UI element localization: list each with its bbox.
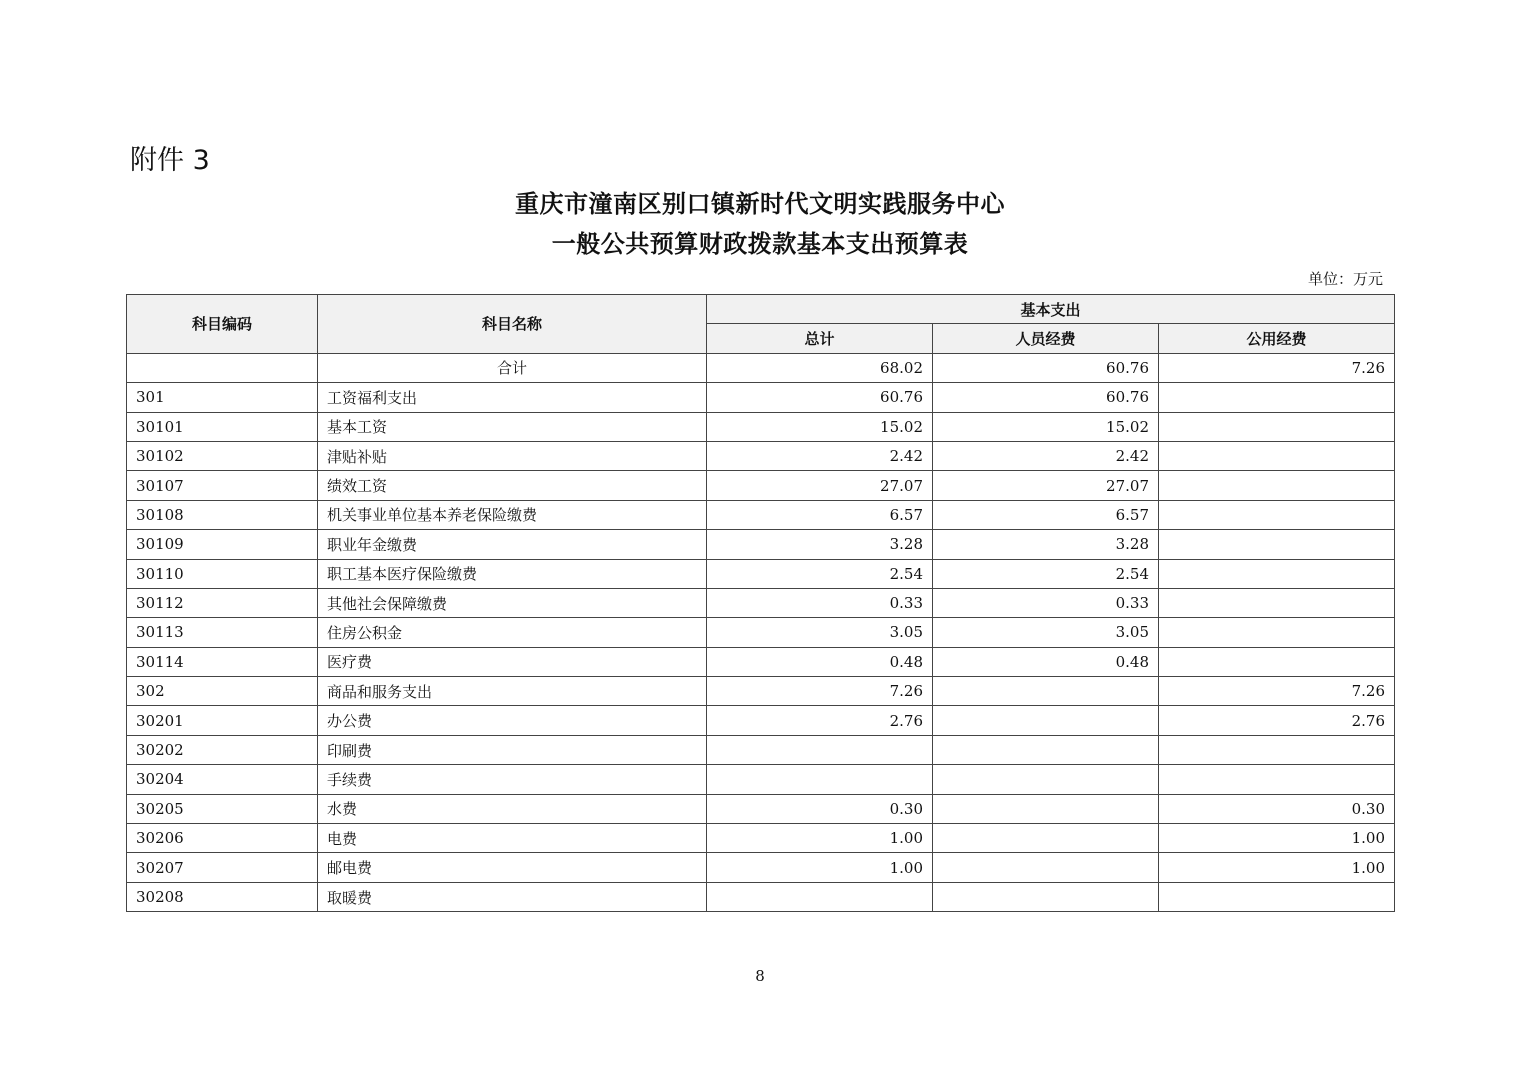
row-total: 0.33 bbox=[707, 588, 933, 617]
table-row bbox=[127, 471, 1395, 500]
row-name: 绩效工资 bbox=[318, 471, 707, 500]
budget-table bbox=[126, 294, 1395, 912]
row-code: 30102 bbox=[127, 441, 318, 470]
row-public bbox=[1159, 588, 1395, 617]
row-personnel bbox=[933, 853, 1159, 882]
row-public bbox=[1159, 618, 1395, 647]
row-name: 其他社会保障缴费 bbox=[318, 588, 707, 617]
page-number: 8 bbox=[755, 967, 765, 985]
unit-label: 单位：万元 bbox=[1307, 270, 1383, 288]
row-public: 2.76 bbox=[1159, 706, 1395, 735]
total-row-code bbox=[127, 353, 318, 382]
row-total: 60.76 bbox=[707, 383, 933, 412]
row-public: 1.00 bbox=[1159, 853, 1395, 882]
total-row-total: 68.02 bbox=[707, 353, 933, 382]
attachment-label: 附件 3 bbox=[130, 145, 210, 176]
row-public: 1.00 bbox=[1159, 824, 1395, 853]
row-public bbox=[1159, 412, 1395, 441]
table-row bbox=[127, 441, 1395, 470]
header-total: 总计 bbox=[707, 324, 933, 353]
row-code: 30207 bbox=[127, 853, 318, 882]
table-row bbox=[127, 618, 1395, 647]
table-row bbox=[127, 647, 1395, 676]
row-name: 水费 bbox=[318, 794, 707, 823]
header-basic-expenditure: 基本支出 bbox=[707, 295, 1395, 324]
header-name: 科目名称 bbox=[318, 295, 707, 354]
row-public bbox=[1159, 559, 1395, 588]
row-name: 医疗费 bbox=[318, 647, 707, 676]
row-total: 1.00 bbox=[707, 853, 933, 882]
row-code: 30205 bbox=[127, 794, 318, 823]
table-row bbox=[127, 677, 1395, 706]
row-code: 30101 bbox=[127, 412, 318, 441]
row-name: 机关事业单位基本养老保险缴费 bbox=[318, 500, 707, 529]
header-code: 科目编码 bbox=[127, 295, 318, 354]
row-personnel: 0.33 bbox=[933, 588, 1159, 617]
row-total: 7.26 bbox=[707, 677, 933, 706]
row-public bbox=[1159, 530, 1395, 559]
total-row bbox=[127, 353, 1395, 382]
row-total: 2.42 bbox=[707, 441, 933, 470]
row-public bbox=[1159, 882, 1395, 911]
table-row bbox=[127, 500, 1395, 529]
row-code: 30110 bbox=[127, 559, 318, 588]
row-personnel: 27.07 bbox=[933, 471, 1159, 500]
row-personnel: 0.48 bbox=[933, 647, 1159, 676]
row-code: 301 bbox=[127, 383, 318, 412]
row-total: 15.02 bbox=[707, 412, 933, 441]
row-personnel: 60.76 bbox=[933, 383, 1159, 412]
table-row bbox=[127, 559, 1395, 588]
table-row bbox=[127, 412, 1395, 441]
row-name: 职业年金缴费 bbox=[318, 530, 707, 559]
row-personnel bbox=[933, 677, 1159, 706]
row-public: 7.26 bbox=[1159, 677, 1395, 706]
header-personnel: 人员经费 bbox=[933, 324, 1159, 353]
table-row bbox=[127, 765, 1395, 794]
row-name: 邮电费 bbox=[318, 853, 707, 882]
row-personnel: 3.05 bbox=[933, 618, 1159, 647]
row-code: 30201 bbox=[127, 706, 318, 735]
row-total: 3.28 bbox=[707, 530, 933, 559]
row-public bbox=[1159, 500, 1395, 529]
total-row-public: 7.26 bbox=[1159, 353, 1395, 382]
row-code: 30109 bbox=[127, 530, 318, 559]
table-row bbox=[127, 824, 1395, 853]
row-name: 工资福利支出 bbox=[318, 383, 707, 412]
row-personnel bbox=[933, 765, 1159, 794]
row-total bbox=[707, 765, 933, 794]
document-title-line1: 重庆市潼南区别口镇新时代文明实践服务中心 bbox=[515, 190, 1005, 218]
table-row bbox=[127, 706, 1395, 735]
row-personnel bbox=[933, 735, 1159, 764]
row-name: 取暖费 bbox=[318, 882, 707, 911]
row-public: 0.30 bbox=[1159, 794, 1395, 823]
row-name: 职工基本医疗保险缴费 bbox=[318, 559, 707, 588]
row-name: 印刷费 bbox=[318, 735, 707, 764]
row-code: 30108 bbox=[127, 500, 318, 529]
row-personnel: 2.42 bbox=[933, 441, 1159, 470]
table-row bbox=[127, 530, 1395, 559]
row-code: 30107 bbox=[127, 471, 318, 500]
row-total: 3.05 bbox=[707, 618, 933, 647]
row-name: 基本工资 bbox=[318, 412, 707, 441]
row-public bbox=[1159, 383, 1395, 412]
row-total: 6.57 bbox=[707, 500, 933, 529]
row-public bbox=[1159, 471, 1395, 500]
row-name: 住房公积金 bbox=[318, 618, 707, 647]
row-total: 1.00 bbox=[707, 824, 933, 853]
row-code: 30206 bbox=[127, 824, 318, 853]
row-personnel: 3.28 bbox=[933, 530, 1159, 559]
row-name: 手续费 bbox=[318, 765, 707, 794]
row-public bbox=[1159, 441, 1395, 470]
row-total: 0.48 bbox=[707, 647, 933, 676]
row-name: 商品和服务支出 bbox=[318, 677, 707, 706]
row-code: 30113 bbox=[127, 618, 318, 647]
total-row-label: 合计 bbox=[318, 353, 707, 382]
row-public bbox=[1159, 647, 1395, 676]
document-title-line2: 一般公共预算财政拨款基本支出预算表 bbox=[551, 230, 969, 258]
row-total bbox=[707, 882, 933, 911]
row-total: 2.54 bbox=[707, 559, 933, 588]
row-name: 津贴补贴 bbox=[318, 441, 707, 470]
row-personnel: 2.54 bbox=[933, 559, 1159, 588]
row-name: 电费 bbox=[318, 824, 707, 853]
row-personnel bbox=[933, 824, 1159, 853]
row-code: 30112 bbox=[127, 588, 318, 617]
row-code: 302 bbox=[127, 677, 318, 706]
row-personnel bbox=[933, 794, 1159, 823]
row-total: 27.07 bbox=[707, 471, 933, 500]
header-public: 公用经费 bbox=[1159, 324, 1395, 353]
row-total: 0.30 bbox=[707, 794, 933, 823]
row-code: 30114 bbox=[127, 647, 318, 676]
row-code: 30208 bbox=[127, 882, 318, 911]
row-personnel bbox=[933, 706, 1159, 735]
table-row bbox=[127, 853, 1395, 882]
row-name: 办公费 bbox=[318, 706, 707, 735]
table-row bbox=[127, 588, 1395, 617]
row-total: 2.76 bbox=[707, 706, 933, 735]
row-public bbox=[1159, 735, 1395, 764]
row-public bbox=[1159, 765, 1395, 794]
table-row bbox=[127, 882, 1395, 911]
table-row bbox=[127, 794, 1395, 823]
row-code: 30204 bbox=[127, 765, 318, 794]
row-total bbox=[707, 735, 933, 764]
row-personnel: 15.02 bbox=[933, 412, 1159, 441]
table-row bbox=[127, 383, 1395, 412]
total-row-personnel: 60.76 bbox=[933, 353, 1159, 382]
row-code: 30202 bbox=[127, 735, 318, 764]
row-personnel: 6.57 bbox=[933, 500, 1159, 529]
row-personnel bbox=[933, 882, 1159, 911]
table-row bbox=[127, 735, 1395, 764]
header-row-top bbox=[127, 295, 1395, 324]
